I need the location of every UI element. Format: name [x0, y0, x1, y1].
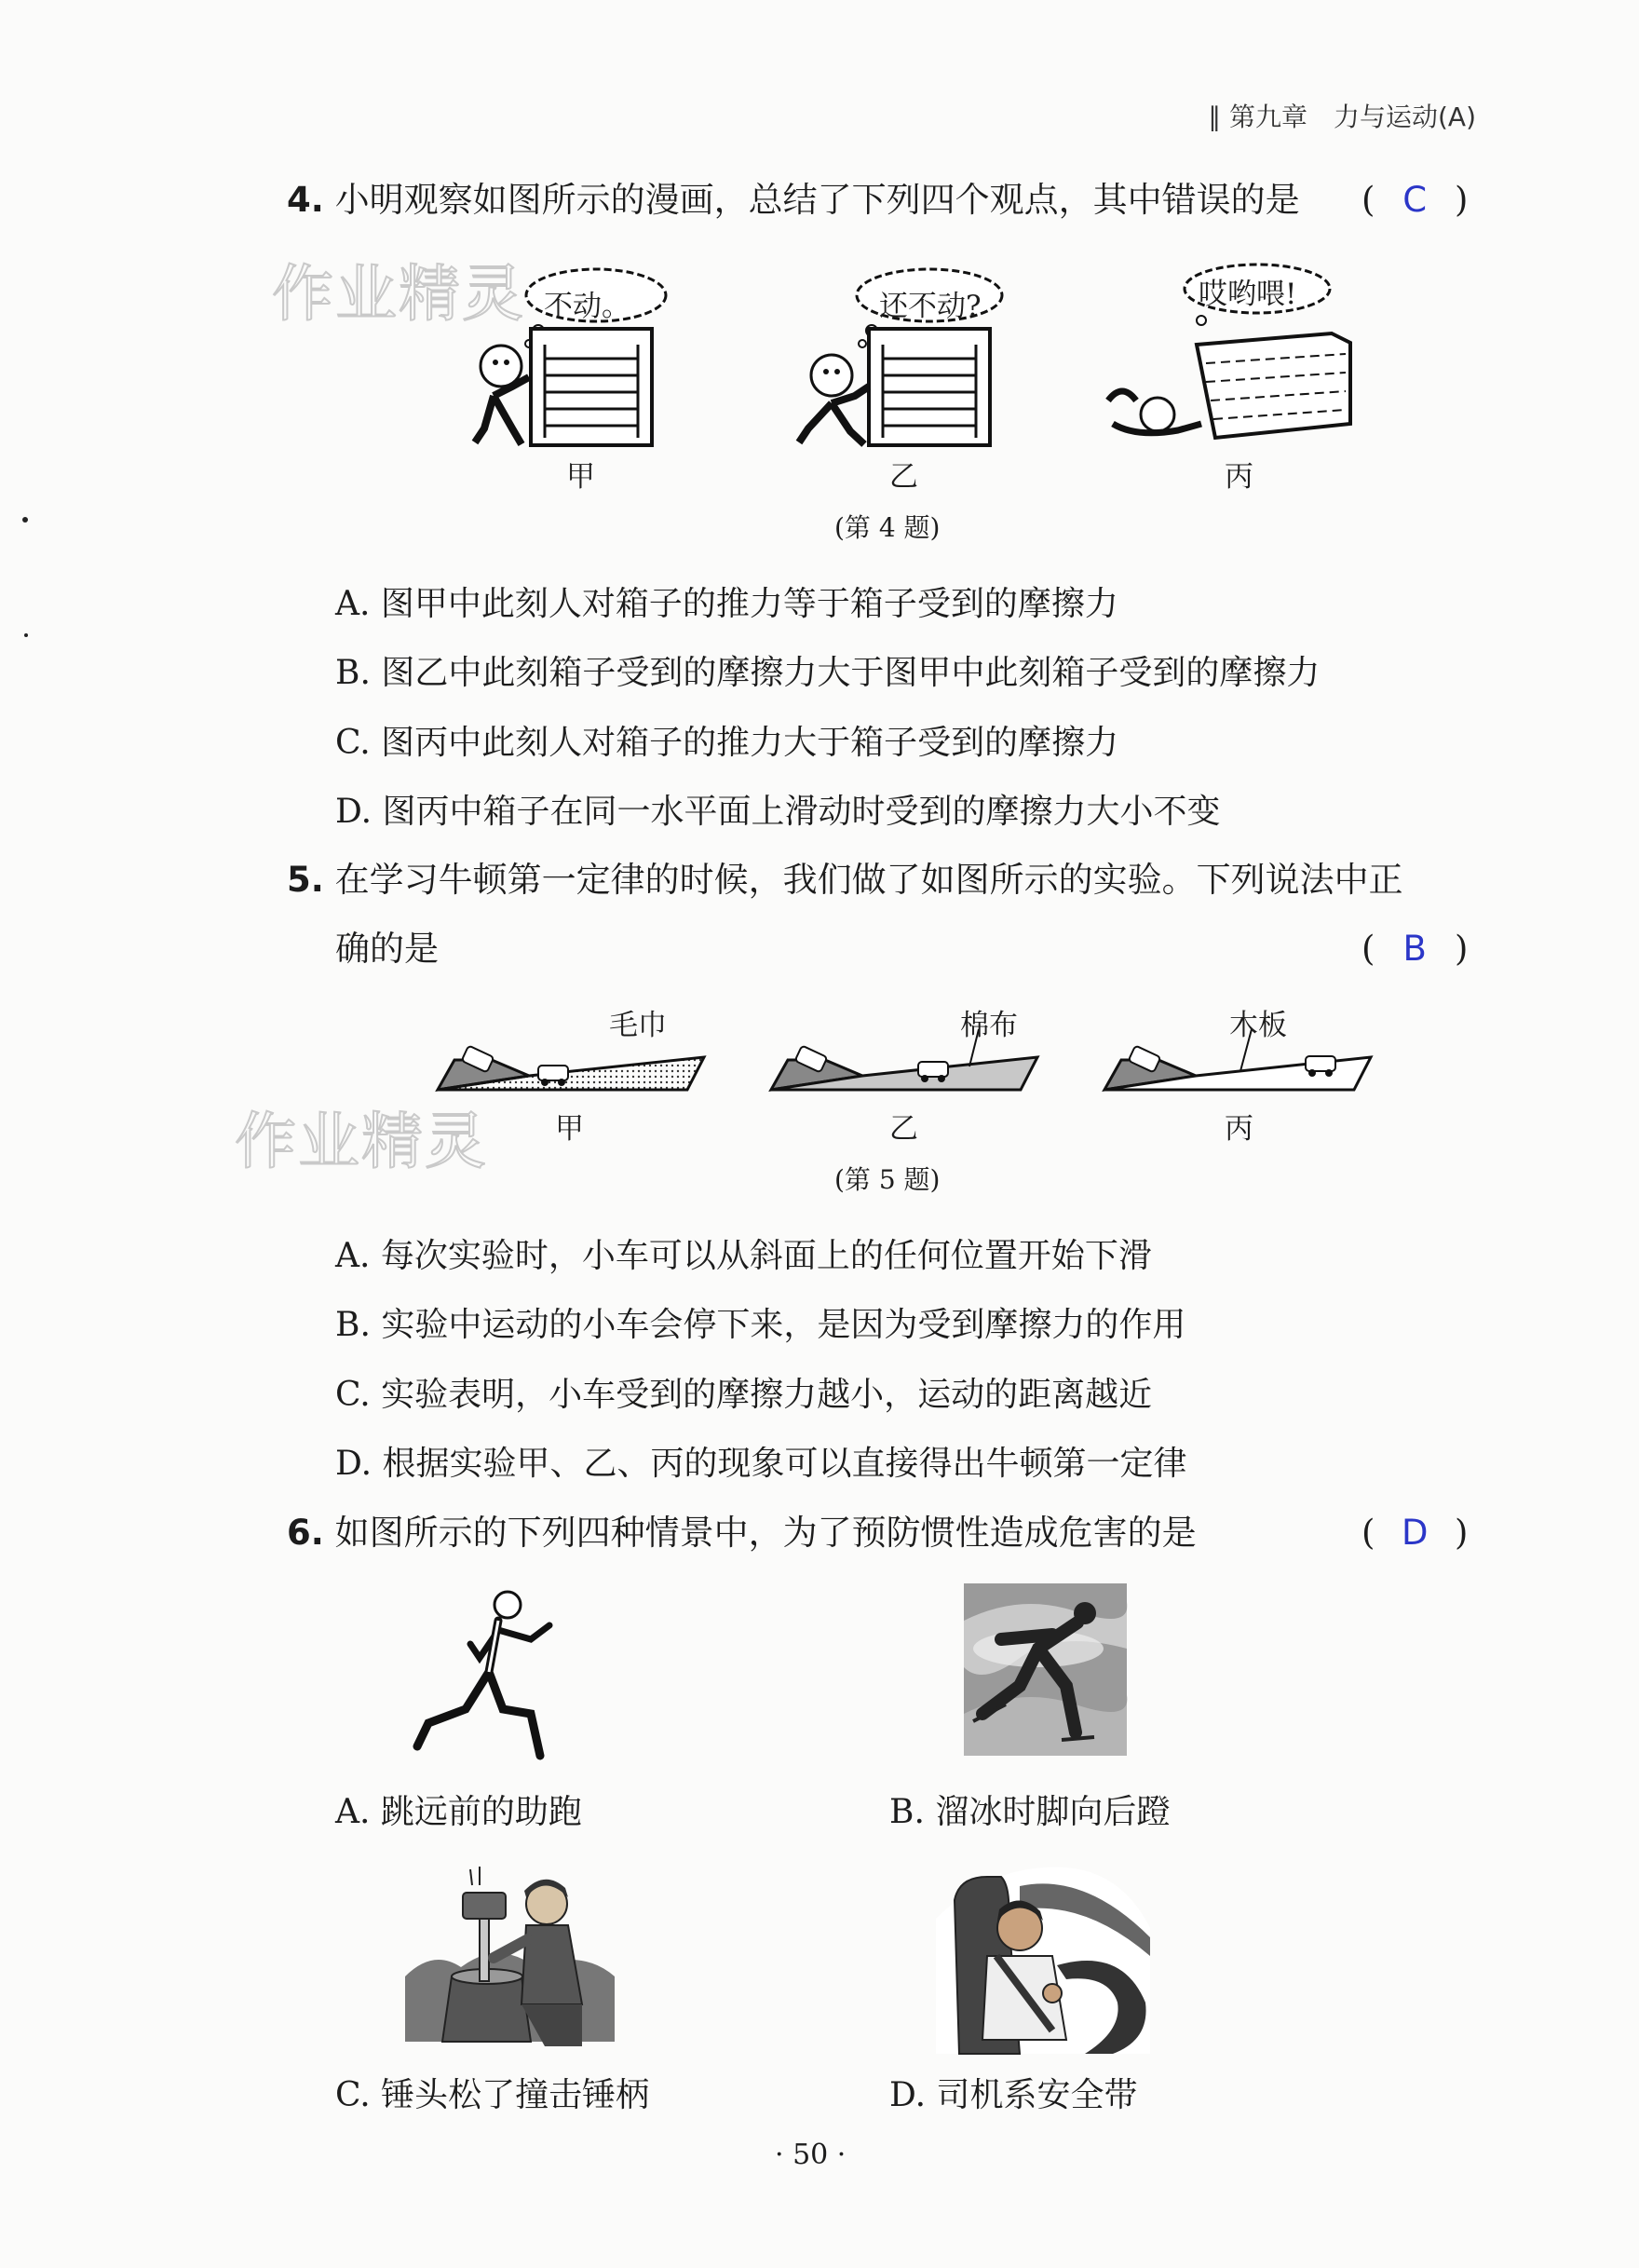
q5-caption: (第 5 题) [834, 1164, 941, 1195]
paren-close: ) [1454, 180, 1469, 220]
watermark-middle: 作业精灵 [235, 1106, 488, 1177]
chapter-header: ∥ 第九章 力与运动(A) [1208, 102, 1476, 132]
q4-answer: C [1402, 180, 1428, 220]
q4-option-a: A. 图甲中此刻人对箱子的推力等于箱子受到的摩擦力 [335, 585, 1118, 623]
cart [538, 1066, 568, 1080]
driver-illustration [936, 1863, 1150, 2054]
q5-number: 5. [287, 860, 324, 900]
figure-label-bing-q5: 丙 [1225, 1112, 1253, 1146]
q5-option-c: C. 实验表明，小车受到的摩擦力越小，运动的距离越近 [335, 1376, 1153, 1414]
figure-label-yi-q5: 乙 [889, 1112, 918, 1146]
paren-open: ( [1361, 1513, 1375, 1553]
q4-stem [287, 179, 1300, 222]
q5-option-a: A. 每次实验时，小车可以从斜面上的任何位置开始下滑 [335, 1237, 1152, 1275]
bubble-text-bing: 哎哟喂! [1199, 278, 1297, 311]
paren-open: ( [1361, 929, 1375, 969]
q4-caption: (第 4 题) [834, 512, 941, 543]
margin-dot [22, 517, 28, 523]
q5-text-line2: 确的是 [335, 929, 439, 969]
cart [1306, 1056, 1335, 1071]
q6-text: 如图所示的下列四种情景中，为了预防惯性造成危害的是 [334, 1513, 1197, 1553]
q6-answer: D [1401, 1513, 1429, 1553]
paren-close: ) [1454, 929, 1469, 969]
q5-answer: B [1402, 929, 1427, 969]
q5-option-b: B. 实验中运动的小车会停下来，是因为受到摩擦力的作用 [335, 1306, 1186, 1344]
crate [869, 329, 990, 445]
figure-label-jia-q5: 甲 [555, 1112, 584, 1146]
q4-option-b: B. 图乙中此刻箱子受到的摩擦力大于图甲中此刻箱子受到的摩擦力 [335, 654, 1321, 692]
surface-label-cotton: 棉布 [960, 1009, 1018, 1042]
paren-open: ( [1361, 180, 1375, 220]
figure-label-yi: 乙 [889, 460, 918, 494]
q5-stem [287, 859, 1403, 902]
hammer-illustration [405, 1865, 615, 2051]
figure-label-jia: 甲 [566, 460, 595, 494]
crate [1197, 333, 1350, 438]
q6-option-d: D. 司机系安全带 [889, 2076, 1138, 2114]
cart [918, 1062, 948, 1077]
q6-answer-box [1361, 1512, 1468, 1555]
q4-number: 4. [287, 180, 324, 220]
q4-option-c: C. 图丙中此刻人对箱子的推力大于箱子受到的摩擦力 [335, 724, 1119, 762]
bubble-text-yi: 还不动? [879, 290, 982, 323]
paren-close: ) [1454, 1513, 1469, 1553]
q4-option-d: D. 图丙中箱子在同一水平面上滑动时受到的摩擦力大小不变 [335, 793, 1221, 831]
q6-number: 6. [287, 1513, 324, 1553]
surface-label-towel: 毛巾 [609, 1009, 667, 1042]
q4-text: 小明观察如图所示的漫画，总结了下列四个观点，其中错误的是 [334, 180, 1300, 220]
q5-answer-box [1361, 928, 1468, 971]
bubble-text-jia: 不动。 [544, 290, 630, 323]
runner-illustration [410, 1588, 573, 1760]
q4-answer-box [1361, 179, 1468, 222]
person-head [481, 346, 522, 387]
surface-label-wood: 木板 [1229, 1009, 1287, 1042]
crate [531, 329, 652, 445]
q6-stem [287, 1512, 1197, 1555]
page-number: · 50 · [775, 2139, 847, 2171]
q5-text-line1: 在学习牛顿第一定律的时候，我们做了如图所示的实验。下列说法中正 [334, 860, 1403, 900]
person-head [1141, 398, 1174, 431]
skater-photo [964, 1583, 1127, 1756]
figure-label-bing: 丙 [1225, 460, 1253, 494]
q5-option-d: D. 根据实验甲、乙、丙的现象可以直接得出牛顿第一定律 [335, 1445, 1187, 1483]
q6-option-c: C. 锤头松了撞击锤柄 [335, 2076, 650, 2114]
margin-dot [24, 633, 28, 637]
q6-option-b: B. 溜冰时脚向后蹬 [889, 1793, 1171, 1831]
watermark-top: 作业精灵 [272, 258, 525, 330]
q6-option-a: A. 跳远前的助跑 [335, 1793, 582, 1831]
person-head [811, 355, 852, 396]
